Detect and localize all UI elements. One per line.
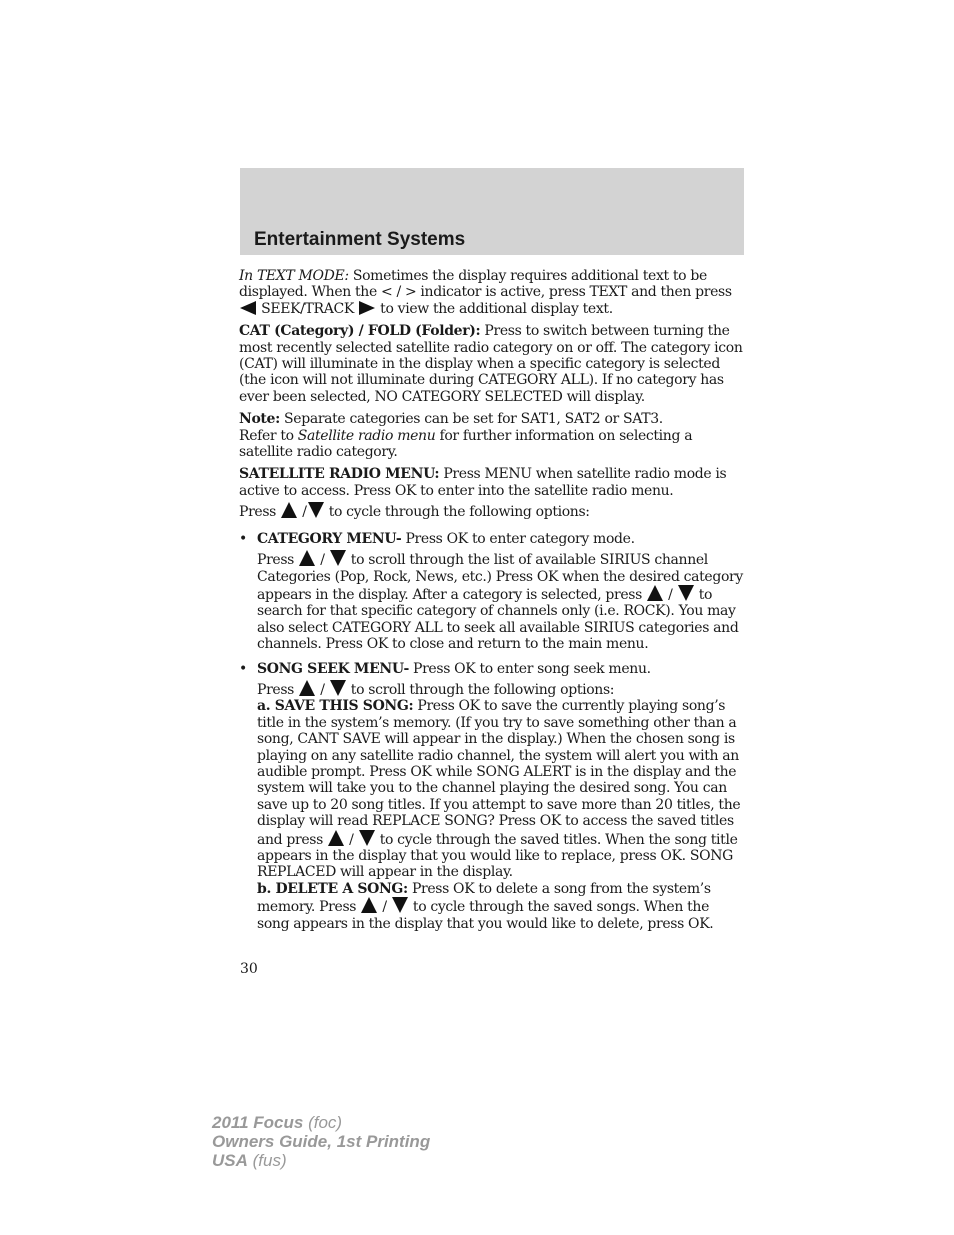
note-label: Note: — [239, 411, 280, 428]
delete-song-text-2: to cycle through the saved songs. When the song appears in the display that you would like to delete, press OK. — [257, 899, 714, 932]
cycle-text: to scroll through the following options: — [346, 681, 615, 698]
sat-menu-paragraph — [239, 466, 745, 499]
down-arrow-icon — [330, 680, 346, 696]
slash-text: / — [345, 831, 358, 848]
refer-text-2: for further information on selecting a satellite radio category. — [239, 427, 693, 461]
category-menu-item — [239, 531, 745, 653]
slash-text: / — [316, 552, 329, 569]
up-arrow-icon — [647, 585, 663, 601]
footer-model-line — [212, 1113, 430, 1132]
footer-model: 2011 Focus — [212, 1113, 304, 1132]
text-mode-label: In TEXT MODE: — [239, 268, 349, 284]
section-title: Entertainment Systems — [254, 229, 466, 250]
text-mode-end: to view the additional display text. — [376, 300, 613, 317]
down-arrow-icon — [330, 550, 346, 566]
footer-region-code: (fus) — [247, 1151, 287, 1170]
cat-fold-label: CAT (Category) / FOLD (Folder): — [239, 323, 481, 340]
up-arrow-icon — [299, 550, 315, 566]
delete-song-text: Press OK to delete a song from the system’s memory. Press — [257, 880, 711, 916]
text-mode-paragraph — [239, 268, 745, 317]
cat-fold-body: Press to switch between turning the most recently selected satellite radio category on or off. The category icon (CAT) will illuminate in the display when a specific category is selected (the icon will not illuminate during CATEGORY ALL). If no category has ever been selected, NO CATEGORY SELECTED will display. — [239, 323, 743, 405]
sat-menu-label: SATELLITE RADIO MENU: — [239, 466, 440, 483]
up-arrow-icon — [328, 830, 344, 846]
song-seek-body: Press OK to enter song seek menu. — [408, 660, 651, 677]
down-arrow-icon — [308, 502, 324, 518]
footer-guide: Owners Guide, 1st Printing — [212, 1132, 431, 1151]
category-menu-detail — [257, 550, 745, 652]
refer-paragraph — [239, 428, 745, 461]
footer-region-line — [212, 1151, 430, 1170]
sat-menu-body: Press MENU when satellite radio mode is active to access. Press OK to enter into the satellite radio menu. — [239, 466, 727, 499]
slash-text: / — [316, 681, 329, 698]
section-header — [240, 168, 744, 255]
delete-song-label: b. DELETE A SONG: — [257, 880, 408, 897]
left-arrow-icon — [240, 301, 256, 315]
down-arrow-icon — [359, 830, 375, 846]
category-menu-label: CATEGORY MENU- — [257, 530, 402, 547]
down-arrow-icon — [392, 897, 408, 913]
note-paragraph — [239, 411, 745, 427]
cycle-text: to cycle through the following options: — [324, 504, 590, 521]
down-arrow-icon — [678, 585, 694, 601]
bullet-dot: • — [239, 530, 247, 547]
save-song-text: Press OK to save the currently playing song’s title in the system’s memory. (If you try to save something other than a song, CANT SAVE will appear in the display.) When the chosen song is playing on any satellite radio channel, the system will alert you with an audible prompt. Press OK while SONG ALERT is in the display and the system will take you to the channel playing the desired song. You can save up to 20 song titles. If you attempt to save more than 20 titles, the display will read REPLACE SONG? Press OK to access the saved titles and press — [257, 698, 741, 848]
text-mode-body: Sometimes the display requires additional text to be displayed. When the < / > indicator is active, press TEXT and then press — [239, 268, 732, 301]
slash-text: / — [664, 586, 677, 603]
save-song-label: a. SAVE THIS SONG: — [257, 698, 414, 715]
cat-fold-paragraph — [239, 323, 745, 405]
category-menu-body: Press OK to enter category mode. — [401, 530, 635, 547]
slash-text: / — [378, 899, 391, 916]
category-menu-intro — [257, 531, 745, 547]
refer-text-1: Refer to — [239, 427, 298, 444]
save-song-text-2: to cycle through the saved titles. When the song title appears in the display that you would like to replace, press OK. SONG REPLACED will appear in the display. — [257, 831, 738, 881]
song-seek-menu-item — [239, 661, 745, 933]
song-seek-intro — [257, 661, 745, 677]
delete-song-paragraph — [257, 881, 745, 932]
page-number: 30 — [240, 961, 258, 977]
press-text: Press — [239, 504, 281, 521]
footer-region: USA — [212, 1151, 248, 1170]
bullet-dot: • — [239, 660, 247, 677]
save-song-paragraph — [257, 698, 745, 880]
footer-model-code: (foc) — [303, 1113, 343, 1132]
song-seek-press — [257, 680, 745, 698]
seek-track-label: SEEK/TRACK — [257, 300, 359, 317]
up-arrow-icon — [299, 680, 315, 696]
note-body: Separate categories can be set for SAT1, SAT2 or SAT3. — [279, 411, 663, 428]
up-arrow-icon — [361, 897, 377, 913]
press-text: Press — [257, 552, 299, 569]
song-seek-label: SONG SEEK MENU- — [257, 660, 409, 677]
satellite-radio-menu-ref: Satellite radio menu — [297, 427, 436, 444]
footer-guide-line — [212, 1132, 430, 1151]
sat-menu-press — [239, 502, 745, 520]
category-scroll-text: to scroll through the list of available SIRIUS channel Categories (Pop, Rock, News, etc.) Press OK when the desired category appears in the display. After a category is selected, press — [257, 552, 743, 603]
page-content — [239, 268, 745, 938]
right-arrow-icon — [359, 301, 375, 315]
slash-text: / — [298, 504, 307, 521]
category-search-text: to search for that specific category of channels only (i.e. ROCK). You may also select CATEGORY ALL to seek all available SIRIUS categories and channels. Press OK to close and return to the main menu. — [257, 586, 739, 653]
footer — [212, 1113, 430, 1170]
press-text: Press — [257, 681, 299, 698]
up-arrow-icon — [281, 502, 297, 518]
